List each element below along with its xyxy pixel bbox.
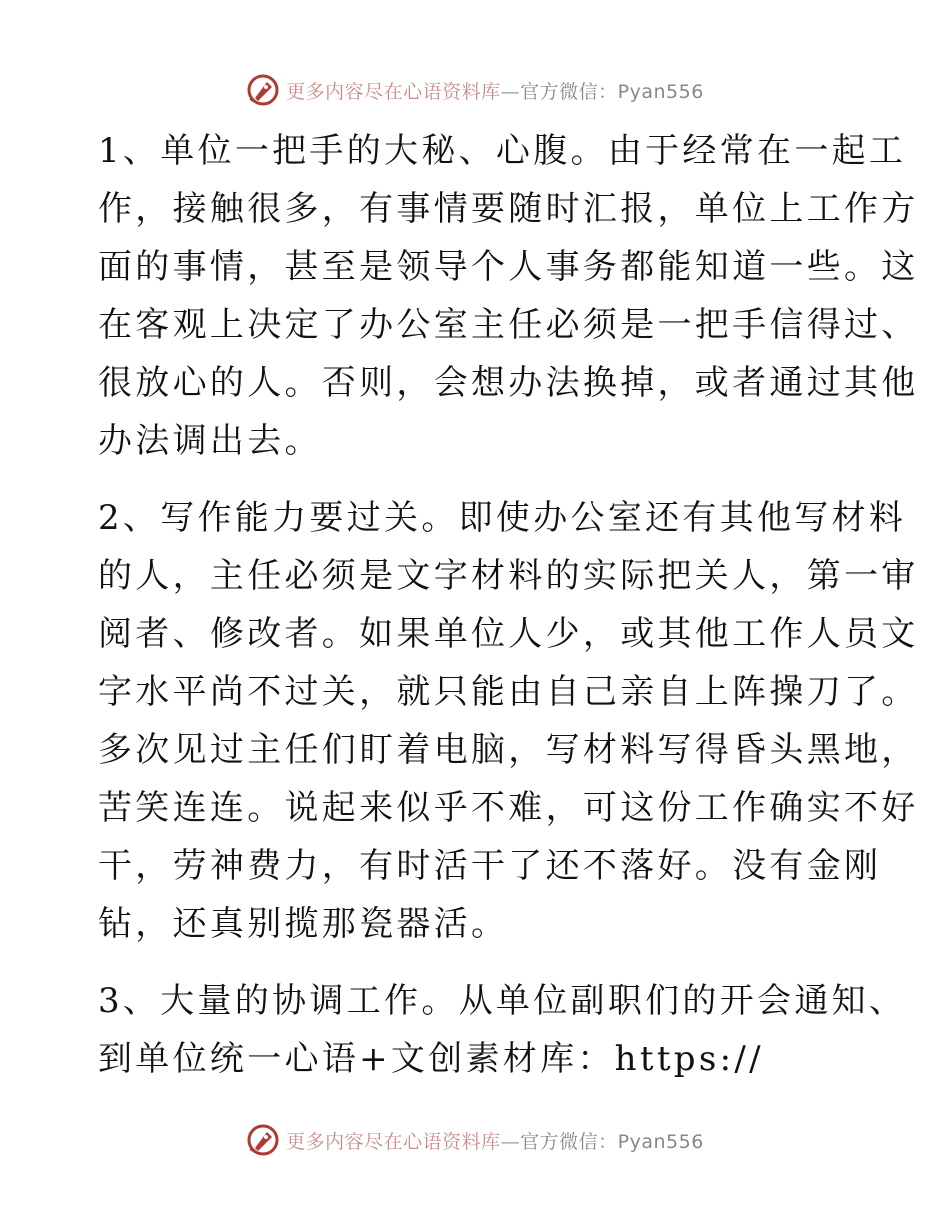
text-line: 作，接触很多，有事情要随时汇报，单位上工作方 xyxy=(98,189,919,229)
banner-site-name: 更多内容尽在心语资料库 xyxy=(286,1130,501,1153)
document-body xyxy=(98,122,919,1107)
text-line: 办法调出去。 xyxy=(98,421,322,461)
text-line: 的人，主任必须是文字材料的实际把关人，第一审 xyxy=(98,556,919,596)
paragraph-3 xyxy=(98,972,907,1088)
text-line: 苦笑连连。说起来似乎不难，可这份工作确实不好 xyxy=(98,788,919,828)
text-line: 到单位统一心语+文创素材库：https:// xyxy=(98,1039,764,1079)
pen-nib-circle-icon xyxy=(246,1123,280,1157)
text-line: 在客观上决定了办公室主任必须是一把手信得过、 xyxy=(98,305,919,345)
header-banner xyxy=(0,70,950,110)
text-line: 3、大量的协调工作。从单位副职们的开会通知、 xyxy=(98,981,907,1021)
banner-wechat-id: 官方微信：Pyan556 xyxy=(520,80,704,103)
text-line: 面的事情，甚至是领导个人事务都能知道一些。这 xyxy=(98,247,919,287)
text-line: 2、写作能力要过关。即使办公室还有其他写材料 xyxy=(98,498,907,538)
banner-separator: — xyxy=(500,1130,521,1153)
paragraph-2 xyxy=(98,489,919,953)
text-line: 字水平尚不过关，就只能由自己亲自上阵操刀了。 xyxy=(98,672,919,712)
text-line: 阅者、修改者。如果单位人少，或其他工作人员文 xyxy=(98,614,919,654)
text-line: 1、单位一把手的大秘、心腹。由于经常在一起工 xyxy=(98,131,907,171)
banner-wechat-id: 官方微信：Pyan556 xyxy=(520,1130,704,1153)
text-line: 多次见过主任们盯着电脑，写材料写得昏头黑地， xyxy=(98,730,919,770)
text-line: 很放心的人。否则，会想办法换掉，或者通过其他 xyxy=(98,363,919,403)
text-line: 干，劳神费力，有时活干了还不落好。没有金刚 xyxy=(98,846,882,886)
pen-nib-circle-icon xyxy=(246,73,280,107)
banner-separator: — xyxy=(500,80,521,103)
footer-banner xyxy=(0,1120,950,1160)
banner-site-name: 更多内容尽在心语资料库 xyxy=(286,80,501,103)
text-line: 钻，还真别揽那瓷器活。 xyxy=(98,904,509,944)
paragraph-1 xyxy=(98,122,919,470)
